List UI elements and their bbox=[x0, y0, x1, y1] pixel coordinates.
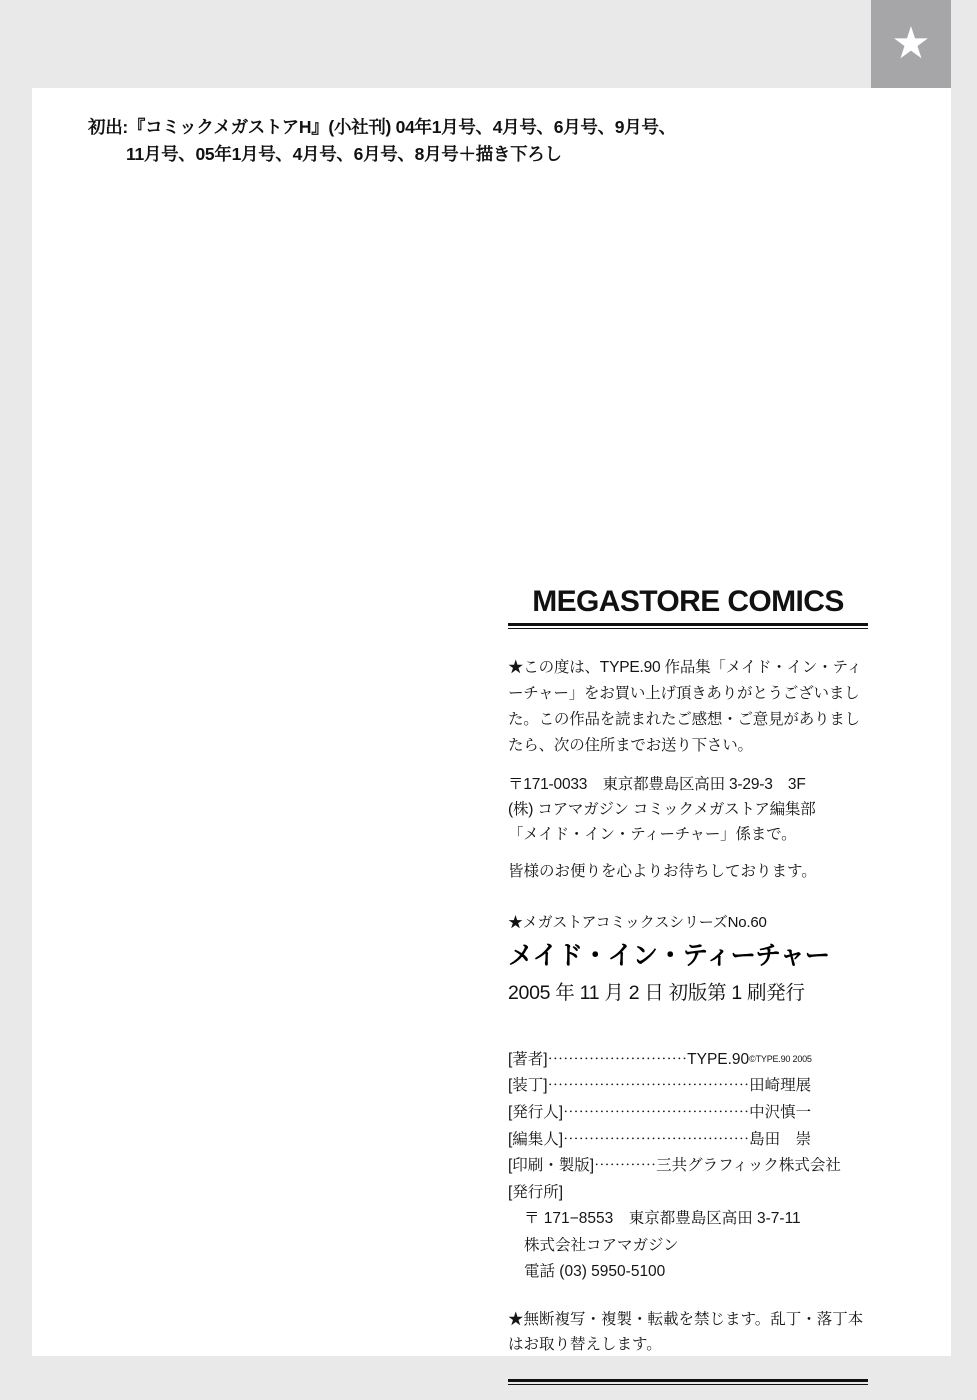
publisher-block bbox=[508, 1180, 868, 1285]
credit-value: TYPE.90 bbox=[687, 1050, 750, 1068]
credits-list bbox=[508, 1047, 868, 1180]
credit-dots: ⋯⋯⋯⋯⋯⋯⋯⋯⋯⋯⋯⋯⋯ bbox=[547, 1077, 750, 1095]
credit-label: [編集人] bbox=[508, 1130, 564, 1148]
credit-value: 三共グラフィック株式会社 bbox=[656, 1157, 841, 1175]
imprint-rule-thick bbox=[508, 623, 868, 626]
source-note-line-1: 初出:『コミックメガストアH』(小社刊) 04年1月号、4月号、6月号、9月号、 bbox=[88, 117, 676, 137]
credit-row bbox=[508, 1127, 868, 1154]
book-title: メイド・イン・ティーチャー bbox=[508, 941, 830, 970]
first-publication-note bbox=[88, 114, 728, 168]
publisher-phone: 電話 (03) 5950-5100 bbox=[524, 1262, 666, 1280]
credit-label: [印刷・製版] bbox=[508, 1157, 595, 1175]
address-line-1: 〒171-0033 東京都豊島区高田 3-29-3 3F bbox=[508, 776, 806, 794]
credit-value: 中沢慎一 bbox=[749, 1103, 812, 1121]
imprint-title: MEGASTORE COMICS bbox=[532, 585, 844, 618]
credit-row bbox=[508, 1100, 868, 1127]
star-icon: ★ bbox=[891, 19, 931, 68]
source-note-line-2: 11月号、05年1月号、4月号、6月号、8月号＋描き下ろし bbox=[126, 144, 562, 165]
credit-label: [装丁] bbox=[508, 1077, 548, 1095]
corner-star-badge bbox=[871, 0, 951, 88]
scan-edge-top bbox=[0, 0, 977, 88]
credit-row bbox=[508, 1073, 868, 1100]
address-line-3: 「メイド・イン・ティーチャー」係まで。 bbox=[508, 826, 797, 844]
series-number: ★メガストアコミックスシリーズNo.60 bbox=[508, 913, 767, 931]
credit-dots: ⋯⋯⋯⋯⋯⋯⋯⋯⋯ bbox=[547, 1050, 688, 1068]
credit-value: 田崎理展 bbox=[749, 1077, 812, 1095]
copyright-notice: ★無断複写・複製・転載を禁じます。乱丁・落丁本はお取り替えします。 bbox=[508, 1311, 864, 1354]
credit-label: [著者] bbox=[508, 1050, 548, 1068]
closing-wish: 皆様のお便りを心よりお待ちしております。 bbox=[508, 863, 817, 881]
imprint-rule-thin bbox=[508, 628, 868, 629]
credit-copyright: ©TYPE.90 2005 bbox=[749, 1053, 812, 1064]
publisher-label: [発行所] bbox=[508, 1183, 564, 1201]
thanks-paragraph: ★この度は、TYPE.90 作品集「メイド・イン・ティーチャー」をお買い上げ頂きありがとうございました。この作品を読まれたご感想・ご意見がありましたら、次の住所までお送り下さい。 bbox=[508, 659, 862, 755]
address-line-2: (株) コアマガジン コミックメガストア編集部 bbox=[508, 801, 816, 819]
credit-row bbox=[508, 1153, 868, 1180]
editorial-address bbox=[508, 772, 868, 847]
credit-value: 島田 崇 bbox=[749, 1130, 812, 1148]
publication-date: 2005 年 11 月 2 日 初版第 1 刷発行 bbox=[508, 981, 805, 1004]
credit-label: [発行人] bbox=[508, 1103, 564, 1121]
credit-dots: ⋯⋯⋯⋯⋯⋯⋯⋯⋯⋯⋯⋯ bbox=[563, 1130, 750, 1148]
footer-rule-thin bbox=[508, 1384, 868, 1385]
scan-edge-right bbox=[951, 0, 977, 1400]
footer-rule-thick bbox=[508, 1379, 868, 1382]
publisher-address: 〒 171−8553 東京都豊島区高田 3-7-11 bbox=[524, 1210, 801, 1228]
scan-edge-left bbox=[0, 0, 32, 1400]
colophon-block bbox=[508, 585, 868, 1385]
credit-row bbox=[508, 1047, 868, 1074]
publisher-name: 株式会社コアマガジン bbox=[524, 1236, 679, 1254]
credit-dots: ⋯⋯⋯⋯ bbox=[594, 1157, 657, 1175]
credit-dots: ⋯⋯⋯⋯⋯⋯⋯⋯⋯⋯⋯⋯ bbox=[563, 1103, 750, 1121]
